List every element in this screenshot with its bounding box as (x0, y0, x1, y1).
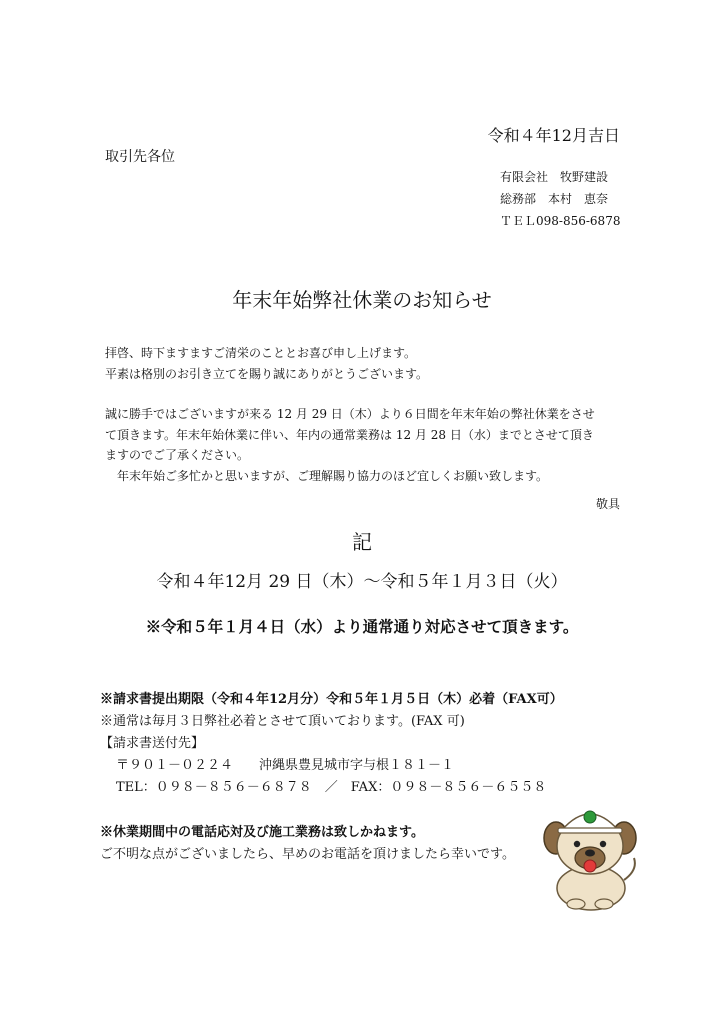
mascot-tail (624, 858, 635, 880)
sender-block (500, 166, 620, 232)
closing-keigu: 敬具 (595, 497, 620, 511)
issue-date: 令和４年12月吉日 (487, 126, 620, 145)
greeting-line: 拝啓、時下ますますご清栄のこととお喜び申し上げます。 (105, 346, 417, 360)
dog-mascot-illustration (536, 800, 646, 912)
mascot-right-paw (595, 899, 613, 909)
closed-notice (100, 822, 515, 866)
sender-person: 総務部 本村 恵奈 (500, 192, 609, 206)
mascot-nose (585, 850, 595, 857)
invoice-section (100, 689, 563, 799)
body-line: 誠に勝手ではございますが来る 12 月 29 日（木）より６日間を年末年始の弊社休業をさせ (105, 407, 595, 421)
sender-company: 有限会社 牧野建設 (500, 170, 609, 184)
invoice-contact: TEL：０９８－８５６－６８７８ ／ FAX：０９８－８５６－６５５８ (116, 780, 547, 795)
page-title: 年末年始弊社休業のお知らせ (232, 288, 492, 312)
closed-heading: ※休業期間中の電話応対及び施工業務は致しかねます。 (100, 825, 424, 840)
sender-tel: ＴＥＬ098-856-6878 (500, 214, 621, 228)
invoice-normal-note: ※通常は毎月３日弊社必着とさせて頂いております。(FAX 可) (100, 714, 465, 729)
mascot-right-eye (600, 841, 606, 847)
addressee: 取引先各位 (105, 149, 175, 165)
invoice-destination-label: 【請求書送付先】 (100, 736, 205, 751)
greeting-paragraph (105, 343, 625, 384)
closed-note: ご不明な点がございましたら、早めのお電話を頂けましたら幸いです。 (100, 847, 515, 862)
mascot-left-paw (567, 899, 585, 909)
body-line: 年末年始ご多忙かと思いますが、ご理解賜り協力のほど宜しくお願い致します。 (105, 468, 549, 483)
body-line: て頂きます。年末年始休業に伴い、年内の通常業務は 12 月 28 日（水）までとさせて頂き (105, 427, 594, 442)
mascot-helmet-brim (558, 828, 622, 833)
greeting-line: 平素は格別のお引き立てを賜り誠にありがとうございます。 (105, 366, 429, 381)
body-paragraph (105, 404, 625, 486)
invoice-deadline: ※請求書提出期限（令和４年12月分）令和５年１月５日（木）必着（FAX可） (100, 692, 563, 707)
body-line: ますのでご了承ください。 (105, 448, 250, 462)
invoice-address: 〒９０１－０２２４ 沖縄県豊見城市字与根１８１－１ (116, 758, 455, 773)
holiday-period: 令和４年12月 29 日（木）～令和５年１月３日（火） (156, 572, 568, 592)
mascot-tongue (584, 860, 596, 872)
mascot-left-eye (574, 841, 580, 847)
mascot-helmet-emblem (584, 811, 596, 823)
ki-heading: 記 (352, 530, 372, 554)
resume-notice: ※令和５年１月４日（水）より通常通り対応させて頂きます。 (145, 617, 579, 636)
